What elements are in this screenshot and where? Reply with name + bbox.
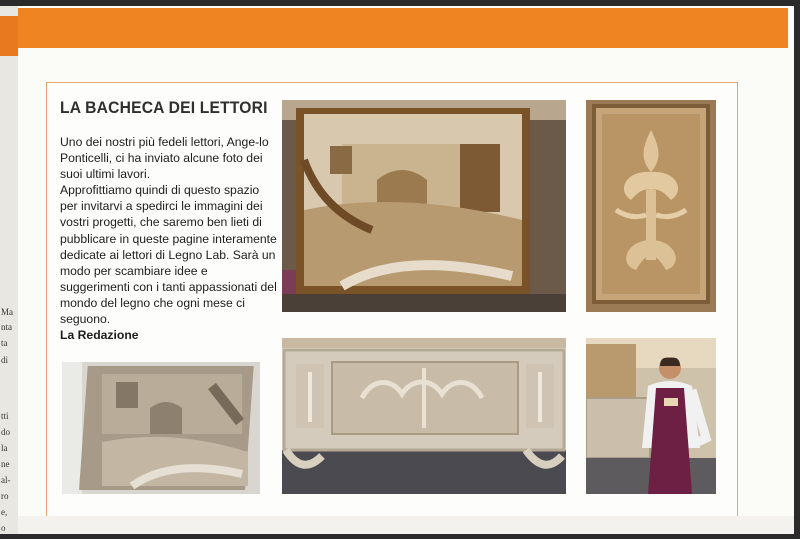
- photo-fleur-de-lis-panel: [586, 100, 716, 312]
- article-paragraph-invite: Approfittiamo quindi di questo spazio per invitarvi a spedirci le immagini dei vostri progetti, che saremo ben lieti di pubblicare in queste pagine interamente dedicate ai lettori di Legno Lab. Sarà un modo per scambiare idee e suggerimenti con i tanti appassionati del mondo del legno che ogni mese ci seguono.: [60, 183, 277, 327]
- margin-fragment: tti: [1, 411, 9, 421]
- article-paragraph-intro: Uno dei nostri più fedeli lettori, Ange-lo Ponticelli, ci ha inviato alcune foto dei suoi ultimi lavori.: [60, 135, 269, 182]
- previous-page-orange-band: [0, 16, 18, 56]
- header-orange-band: [18, 8, 788, 48]
- margin-fragment: o: [1, 523, 6, 533]
- page-title: LA BACHECA DEI LETTORI: [60, 98, 268, 117]
- margin-fragment: di: [1, 355, 9, 365]
- margin-fragment: nta: [1, 322, 12, 332]
- photo-village-relief-framed: [282, 100, 566, 312]
- margin-fragment: do: [1, 427, 10, 437]
- margin-fragment: la: [1, 443, 8, 453]
- margin-fragment: ro: [1, 491, 9, 501]
- photo-village-relief-closeup: [62, 362, 260, 494]
- margin-fragment: ne: [1, 459, 10, 469]
- article-signature: La Redazione: [60, 328, 139, 343]
- previous-page-strip: [0, 6, 18, 534]
- article-body: [60, 134, 278, 343]
- photo-carved-chest-front: [282, 338, 566, 494]
- magazine-page: [18, 6, 794, 534]
- photo-woodcarver-with-chest: [586, 338, 716, 494]
- margin-fragment: al-: [1, 475, 11, 485]
- margin-fragment: ta: [1, 338, 8, 348]
- bottom-margin: [18, 516, 794, 534]
- margin-fragment: Ma: [1, 307, 13, 317]
- margin-fragment: e,: [1, 507, 8, 517]
